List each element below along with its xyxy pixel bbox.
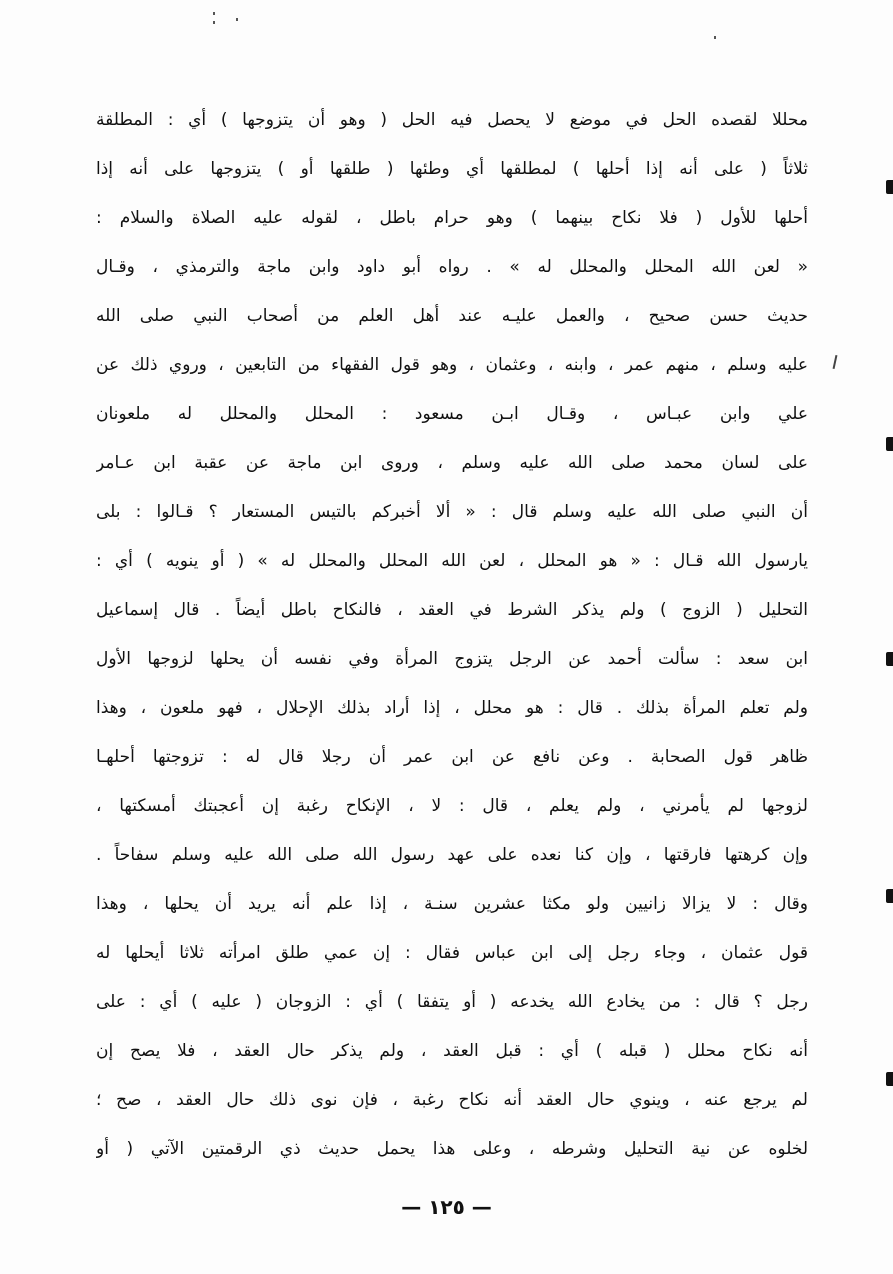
page-number: — ١٢٥ —	[401, 1195, 492, 1219]
text-line: وقال : لا يزالا زانيين ولو مكثا عشرين سنـة ، إذا علم أنه يريد أن يحلها ، وهذا	[96, 894, 808, 914]
text-line: علي وابن عبـاس ، وقـال ابـن مسعود : المحلل والمحلل له ملعونان	[96, 404, 808, 424]
text-line: على لسان محمد صلى الله عليه وسلم ، وروى ابن ماجة عن عقبة ابن عـامر	[96, 453, 808, 473]
text-line: أنه نكاح محلل ( قبله ) أي : قبل العقد ، ولم يذكر حال العقد ، فلا يصح إن	[96, 1041, 808, 1061]
scan-edge-mark	[886, 652, 893, 666]
text-line: عليه وسلم ، منهم عمر ، وابنه ، وعثمان ، وهو قول الفقهاء من التابعين ، وروي ذلك عن	[96, 355, 808, 375]
scan-edge-mark	[886, 889, 893, 903]
scan-speck	[236, 18, 238, 21]
scan-speck	[213, 21, 215, 24]
scan-tick	[833, 355, 838, 369]
scan-speck	[213, 12, 215, 15]
text-line: لخلوه عن نية التحليل وشرطه ، وعلى هذا يحمل حديث ذي الرقمتين الآتي ( أو	[96, 1139, 808, 1159]
scan-edge-mark	[886, 437, 893, 451]
scan-edge-mark	[886, 1072, 893, 1086]
text-line: ظاهر قول الصحابة . وعن نافع عن ابن عمر أن رجلا قال له : تزوجتها أحلهـا	[96, 747, 808, 767]
text-line: لم يرجع عنه ، وينوي حال العقد أنه نكاح رغبة ، فإن نوى ذلك حال العقد ، صح ؛	[96, 1090, 808, 1110]
text-line: « لعن الله المحلل والمحلل له » . رواه أبو داود وابن ماجة والترمذي ، وقـال	[96, 257, 808, 277]
text-line: التحليل ( الزوج ) ولم يذكر الشرط في العقد ، فالنكاح باطل أيضاً . قال إسماعيل	[96, 600, 808, 620]
scan-edge-mark	[886, 180, 893, 194]
text-line: ولم تعلم المرأة بذلك . قال : هو محلل ، إذا أراد بذلك الإحلال ، فهو ملعون ، وهذا	[96, 698, 808, 718]
text-line: يارسول الله قـال : « هو المحلل ، لعن الله المحلل والمحلل له » ( أو ينويه ) أي :	[96, 551, 808, 571]
text-line: قول عثمان ، وجاء رجل إلى ابن عباس فقال : إن عمي طلق امرأته ثلاثا أيحلها له	[96, 943, 808, 963]
body-text	[96, 96, 808, 1174]
text-line: أن النبي صلى الله عليه وسلم قال : « ألا أخبركم بالتيس المستعار ؟ قـالوا : بلى	[96, 502, 808, 522]
text-line: ابن سعد : سألت أحمد عن الرجل يتزوج المرأة وفي نفسه أن يحلها لزوجها الأول	[96, 649, 808, 669]
text-line: حديث حسن صحيح ، والعمل عليـه عند أهل العلم من أصحاب النبي صلى الله	[96, 306, 808, 326]
text-line: وإن كرهتها فارقتها ، وإن كنا نعده على عهد رسول الله صلى الله عليه وسلم سفاحاً .	[96, 845, 808, 865]
scan-speck	[714, 36, 716, 39]
text-line: لزوجها لم يأمرني ، ولم يعلم ، قال : لا ، الإنكاح رغبة إن أعجبتك أمسكتها ،	[96, 796, 808, 816]
text-line: محللا لقصده الحل في موضع لا يحصل فيه الحل ( وهو أن يتزوجها ) أي : المطلقة	[96, 110, 808, 130]
text-line: ثلاثاً ( على أنه إذا أحلها ) لمطلقها أي وطئها ( طلقها أو ) يتزوجها على أنه إذا	[96, 159, 808, 179]
text-line: رجل ؟ قال : من يخادع الله يخدعه ( أو يتفقا ) أي : الزوجان ( عليه ) أي : على	[96, 992, 808, 1012]
text-line: أحلها للأول ( فلا نكاح بينهما ) وهو حرام باطل ، لقوله عليه الصلاة والسلام :	[96, 208, 808, 228]
